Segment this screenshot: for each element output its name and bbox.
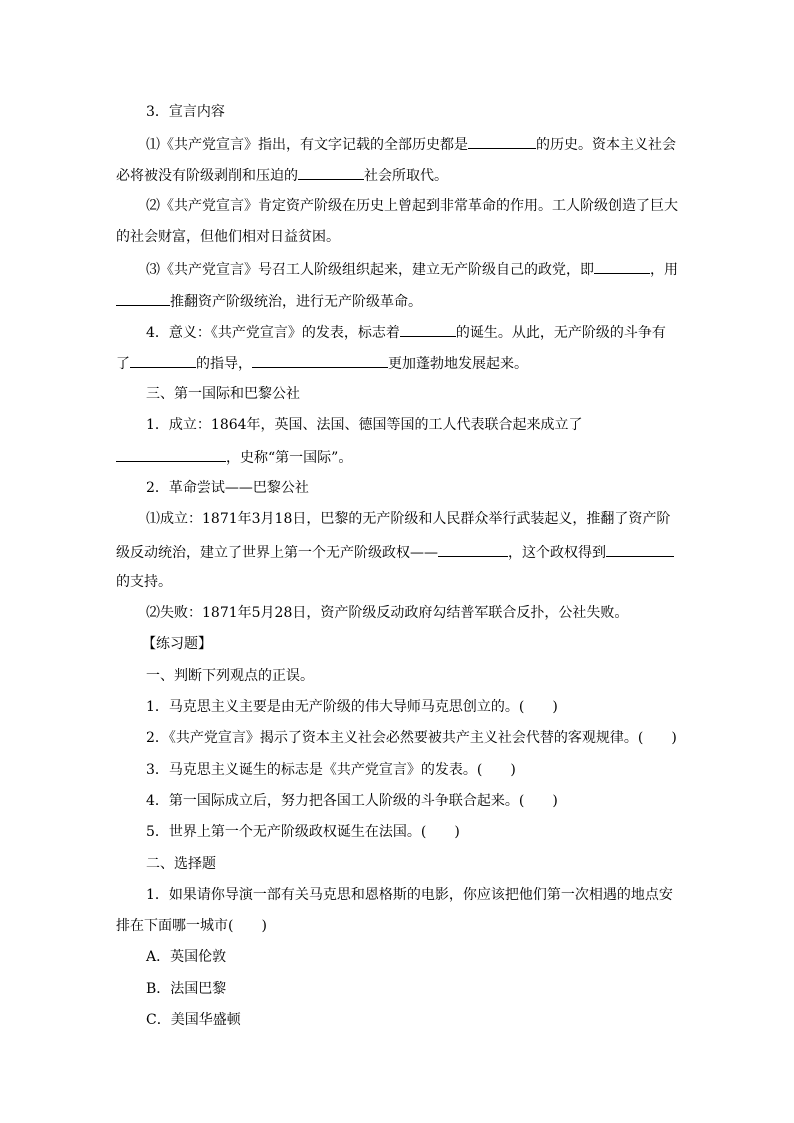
text: 排在下面哪一城市( ) [116, 918, 267, 934]
text: 1．成立：1864年，英国、法国、德国等国的工人代表联合起来成立了 [146, 417, 583, 433]
text: ⑵失败：1871年5月28日，资产阶级反动政府勾结普军联合反扑，公社失败。 [146, 605, 629, 621]
paragraph-2-line-2 [116, 227, 340, 247]
text: 的指导， [196, 356, 252, 372]
choice-question-1-line-2 [116, 916, 267, 936]
text: B．法国巴黎 [146, 981, 227, 997]
fill-blank[interactable] [116, 446, 226, 462]
text: ⑴成立：1871年3月18日，巴黎的无产阶级和人民群众举行武装起义，推翻了资产阶 [146, 511, 671, 527]
text: 的诞生。从此，无产阶级的斗争有 [455, 325, 666, 341]
fill-blank[interactable] [298, 164, 364, 180]
paragraph-4-line-2 [116, 352, 528, 374]
paragraph-1-line-1 [146, 133, 676, 155]
fill-blank[interactable] [468, 133, 536, 149]
choice-option-b [146, 979, 226, 999]
heading-text: 一、判断下列观点的正误。 [146, 668, 314, 684]
text: ，用 [650, 262, 678, 278]
section-3-item-1-line-1 [146, 415, 583, 435]
heading-text: 3．宣言内容 [146, 104, 225, 120]
choice-option-c [146, 1010, 241, 1030]
section-title-manifesto-content [146, 102, 225, 122]
text: 的支持。 [116, 574, 172, 590]
fill-blank[interactable] [252, 352, 388, 368]
text: ⑶《共产党宣言》号召工人阶级组织起来，建立无产阶级自己的政党，即 [146, 262, 594, 278]
heading-text: 三、第一国际和巴黎公社 [146, 386, 300, 402]
text: 2．《共产党宣言》揭示了资本主义社会必然要被共产主义社会代替的客观规律。( ) [146, 730, 677, 746]
text: 的历史。资本主义社会 [536, 137, 676, 153]
judgement-question-4 [146, 791, 558, 811]
judgement-question-3 [146, 760, 516, 780]
exercise-part-1-title [146, 666, 314, 686]
text: 更加蓬勃地发展起来。 [388, 356, 528, 372]
text: ⑵《共产党宣言》肯定资产阶级在历史上曾起到非常革命的作用。工人阶级创造了巨大 [146, 198, 678, 214]
paris-commune-line-2 [116, 541, 674, 563]
paris-commune-failure [146, 603, 628, 623]
judgement-question-2 [146, 728, 677, 748]
section-3-item-2-title [146, 478, 309, 498]
text: 必将被没有阶级剥削和压迫的 [116, 168, 298, 184]
text: ，史称“第一国际”。 [226, 450, 353, 466]
text: 4．意义：《共产党宣言》的发表，标志着 [146, 325, 400, 341]
exercise-part-2-title [146, 854, 216, 874]
text: 1．如果请你导演一部有关马克思和恩格斯的电影，你应该把他们第一次相遇的地点安 [146, 887, 673, 903]
text: 的社会财富，但他们相对日益贫困。 [116, 229, 340, 245]
text: 2．革命尝试——巴黎公社 [146, 480, 309, 496]
paris-commune-line-1 [146, 509, 670, 529]
fill-blank[interactable] [400, 321, 456, 337]
text: 推翻资产阶级统治，进行无产阶级革命。 [170, 294, 422, 310]
paragraph-4-line-1 [146, 321, 666, 343]
text: A．英国伦敦 [146, 949, 227, 965]
fill-blank[interactable] [438, 541, 508, 557]
choice-option-a [146, 947, 226, 967]
judgement-question-1 [146, 697, 558, 717]
text: 4．第一国际成立后，努力把各国工人阶级的斗争联合起来。( ) [146, 793, 558, 809]
fill-blank[interactable] [116, 290, 170, 306]
text: 级反动统治，建立了世界上第一个无产阶级政权—— [116, 545, 438, 561]
paragraph-2-line-1 [146, 196, 678, 216]
heading-text: 二、选择题 [146, 856, 216, 872]
text: 了 [116, 356, 130, 372]
exercise-heading [142, 634, 212, 654]
text: 3．马克思主义诞生的标志是《共产党宣言》的发表。( ) [146, 762, 516, 778]
section-title-first-international [146, 384, 300, 404]
paragraph-3-line-2 [116, 290, 422, 312]
text: 1．马克思主义主要是由无产阶级的伟大导师马克思创立的。( ) [146, 699, 558, 715]
section-3-item-1-line-2 [116, 446, 352, 468]
fill-blank[interactable] [606, 541, 674, 557]
fill-blank[interactable] [594, 258, 650, 274]
fill-blank[interactable] [130, 352, 196, 368]
text: ，这个政权得到 [508, 545, 606, 561]
text: 5．世界上第一个无产阶级政权诞生在法国。( ) [146, 824, 460, 840]
text: ⑴《共产党宣言》指出，有文字记载的全部历史都是 [146, 137, 468, 153]
paris-commune-line-3 [116, 572, 172, 592]
text: C．美国华盛顿 [146, 1012, 241, 1028]
paragraph-3-line-1 [146, 258, 678, 280]
paragraph-1-line-2 [116, 164, 448, 186]
text: 社会所取代。 [364, 168, 448, 184]
judgement-question-5 [146, 822, 460, 842]
heading-text: 【练习题】 [142, 636, 212, 652]
choice-question-1-line-1 [146, 885, 673, 905]
